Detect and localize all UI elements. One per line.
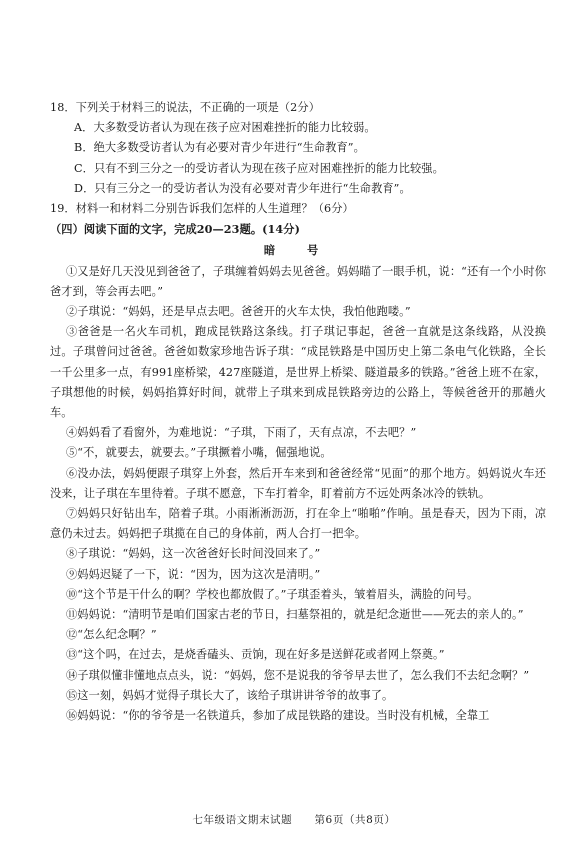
question-18-stem: 18．下列关于材料三的说法，不正确的一项是（2分） bbox=[50, 101, 320, 114]
page-content bbox=[50, 98, 546, 726]
question-18-option-d: D．只有三分之一的受访者认为没有必要对青少年进行“生命教育”。 bbox=[74, 181, 411, 195]
question-18-option-b: B．绝大多数受访者认为有必要对青少年进行“生命教育”。 bbox=[74, 141, 365, 155]
paragraph-1: ①又是好几天没见到爸爸了，子琪缠着妈妈去见爸爸。妈妈瞄了一眼手机，说：“还有一个小时你爸才到，等会再去吧。” bbox=[50, 264, 546, 298]
paragraph-6: ⑥没办法，妈妈便跟子琪穿上外套，然后开车来到和爸爸经常“见面”的那个地方。妈妈说火车还没来，让子琪在车里待着。子琪不愿意，下车打着伞，盯着前方不远处两条冰冷的铁轨。 bbox=[50, 466, 546, 500]
paragraph-9: ⑨妈妈迟疑了一下，说：“因为，因为这次是清明。” bbox=[66, 567, 321, 581]
paragraph-14: ⑭子琪似懂非懂地点点头，说：“妈妈，您不是说我的爷爷早去世了，怎么我们不去纪念啊？” bbox=[66, 668, 530, 682]
paragraph-11: ⑪妈妈说：“清明节是咱们国家古老的节日，扫墓祭祖的，就是纪念逝世——死去的亲人的。” bbox=[66, 608, 524, 622]
paragraph-10: ⑩“这个节是干什么的啊？学校也都放假了。”子琪歪着头，皱着眉头，满脸的问号。 bbox=[66, 587, 479, 601]
question-18-option-c: C．只有不到三分之一的受访者认为现在孩子应对困难挫折的能力比较强。 bbox=[74, 161, 444, 175]
paragraph-15: ⑮这一刻，妈妈才觉得子琪长大了，该给子琪讲讲爷爷的故事了。 bbox=[66, 688, 394, 702]
paragraph-2: ②子琪说：“妈妈，还是早点去吧。爸爸开的火车太快，我怕他跑喽。” bbox=[66, 305, 411, 319]
paragraph-4: ④妈妈看了看窗外，为难地说：“子琪，下雨了，天有点凉，不去吧？” bbox=[66, 426, 417, 440]
paragraph-16: ⑯妈妈说：“你的爷爷是一名铁道兵，参加了成昆铁路的建设。当时没有机械，全靠工 bbox=[66, 709, 490, 723]
paragraph-8: ⑧子琪说：“妈妈，这一次爸爸好长时间没回来了。” bbox=[66, 547, 321, 561]
section-heading: （四）阅读下面的文字，完成20—23题。(14分) bbox=[50, 222, 300, 237]
paragraph-12: ⑫“怎么纪念啊？” bbox=[66, 628, 157, 642]
paragraph-7: ⑦妈妈只好钻出车，陪着子琪。小雨淅淅沥沥，打在伞上“啪啪”作响。虽是春天，因为下雨，凉意仍未过去。妈妈把子琪揽在自己的身体前，两人合打一把伞。 bbox=[50, 507, 546, 541]
paragraph-3: ③爸爸是一名火车司机，跑成昆铁路这条线。打子琪记事起，爸爸一直就是这条线路，从没换过。子琪曾问过爸爸。爸爸如数家珍地告诉子琪：“成昆铁路是中国历史上第二条电气化铁路，全长一千公里多一点，有991座桥梁，427座隧道，是世界上桥梁、隧道最多的铁路。”爸爸上班不在家，子琪想他的时候，妈妈掐算好时间，就带上子琪来到成昆铁路旁边的公路上，等候爸爸开的那趟火车。 bbox=[50, 325, 546, 420]
question-18-option-a: A．大多数受访者认为现在孩子应对困难挫折的能力比较弱。 bbox=[74, 121, 376, 135]
passage-title: 暗 号 bbox=[263, 243, 333, 258]
paragraph-13: ⑬“这个吗，在过去，是烧香磕头、贡饷，现在好多是送鲜花或者网上祭奠。” bbox=[66, 648, 445, 662]
page-footer: 七年级语文期末试题 第6页（共8页） bbox=[192, 814, 396, 826]
paragraph-5: ⑤“不，就要去，就要去。”子琪撅着小嘴，倔强地说。 bbox=[66, 446, 332, 460]
question-19: 19．材料一和材料二分别告诉我们怎样的人生道理？（6分） bbox=[50, 202, 354, 216]
